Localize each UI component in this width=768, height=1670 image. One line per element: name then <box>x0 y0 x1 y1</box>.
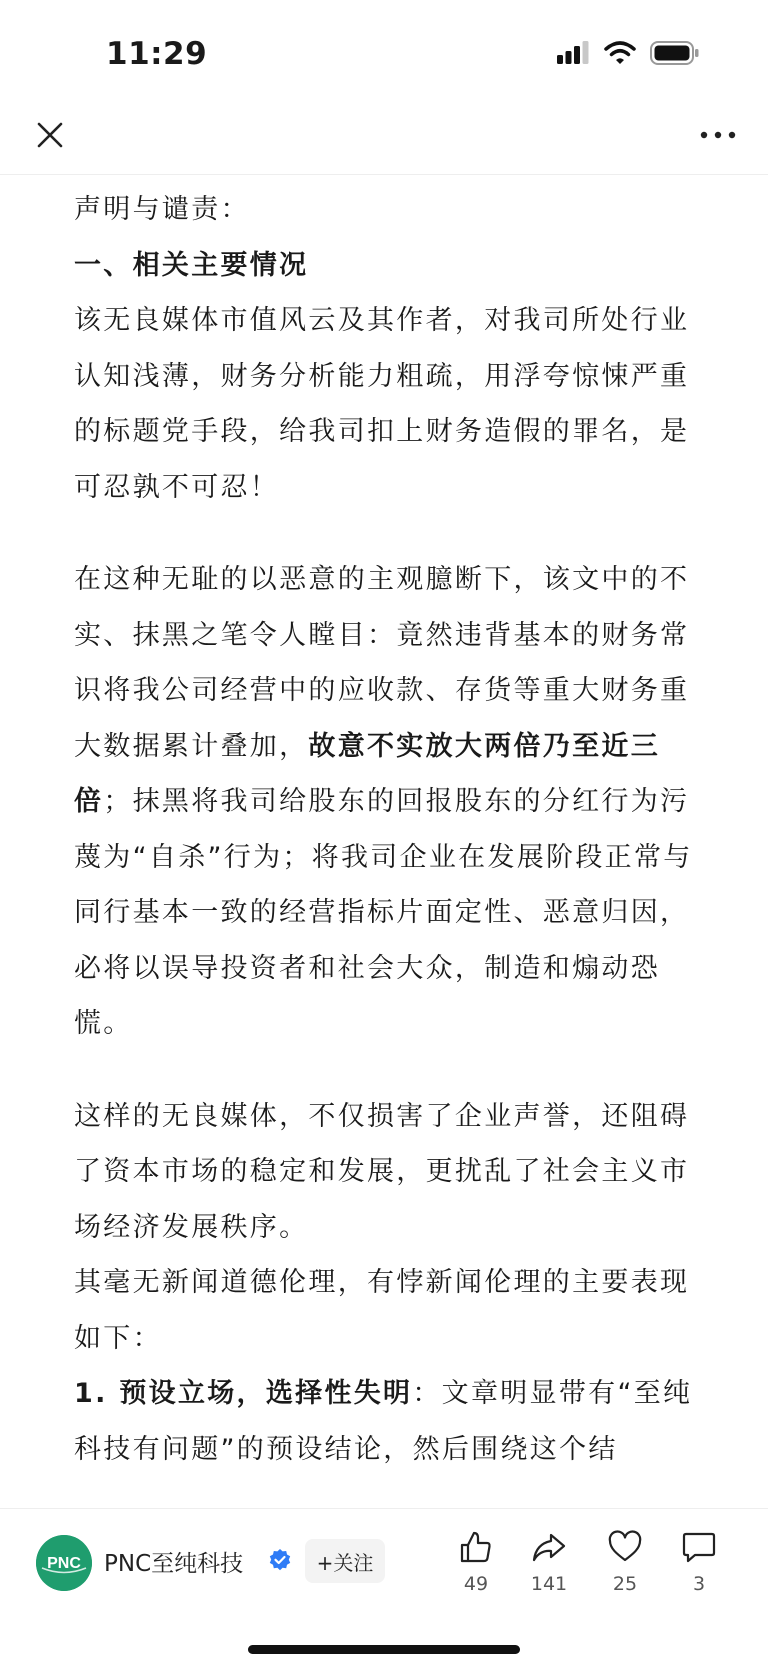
comment-count: 3 <box>692 1573 706 1595</box>
section-heading-text: 一、相关主要情况 <box>74 249 309 281</box>
article-body <box>74 182 699 1477</box>
paragraph-accusations-part-1: 在这种无耻的以恶意的主观臆断下，该文中的不实、抹黑之笔令人瞠目：竟然违背基本的财务常识将我公司经营中的应收款、存货等重大财务重大数据累计叠加， <box>74 564 690 762</box>
statement-heading: 声明与谴责： <box>74 194 250 225</box>
paragraph-damage: 这样的无良媒体，不仅损害了企业声誉，还阻碍了资本市场的稳定和发展，更扰乱了社会主义市场经济发展秩序。 <box>74 1100 690 1243</box>
status-icons <box>556 40 700 66</box>
close-icon <box>30 115 70 155</box>
favorite-count: 25 <box>612 1573 638 1595</box>
cellular-signal-icon <box>556 41 590 65</box>
close-button[interactable] <box>30 115 70 155</box>
heart-icon <box>607 1529 643 1565</box>
paragraph-accusations-part-2: ；抹黑将我司给股东的回报股东的分红行为污蔑为“自杀”行为；将我司企业在发展阶段正常与同行基本一致的经营指标片面定性、恶意归因，必将以误导投资者和社会大众，制造和煽动恐慌。 <box>74 786 693 1039</box>
paragraph-accusations <box>74 552 699 1052</box>
nav-bar <box>0 100 768 175</box>
share-icon <box>531 1529 567 1565</box>
comment-icon <box>681 1529 717 1565</box>
pnc-logo-icon <box>36 1535 92 1591</box>
wifi-icon <box>604 41 636 65</box>
follow-button[interactable]: +关注 <box>305 1539 385 1583</box>
verified-badge-icon <box>268 1548 292 1572</box>
home-indicator <box>248 1645 520 1654</box>
share-button[interactable] <box>519 1529 579 1595</box>
share-count: 141 <box>530 1573 568 1595</box>
like-count: 49 <box>463 1573 489 1595</box>
point-one-text: ：文章明显带有“至纯科技有问题”的预设结论，然后围绕这个结 <box>74 1378 693 1465</box>
status-time: 11:29 <box>106 36 208 72</box>
more-icon <box>696 115 740 155</box>
section-heading <box>74 238 699 294</box>
status-bar <box>0 0 768 100</box>
author-avatar[interactable] <box>36 1535 92 1591</box>
like-button[interactable] <box>446 1529 506 1595</box>
more-options-button[interactable] <box>696 115 740 155</box>
paragraph-accusations-bold: 故意不实放大两倍乃至近三倍 <box>74 730 661 817</box>
point-one <box>74 1366 699 1477</box>
thumbs-up-icon <box>458 1529 494 1565</box>
point-one-title: 1. 预设立场，选择性失明 <box>74 1378 413 1409</box>
comment-button[interactable] <box>669 1529 729 1595</box>
author-name[interactable]: PNC至纯科技 <box>104 1551 244 1577</box>
avatar-text: PNC <box>47 1555 81 1572</box>
paragraph-ethics: 其毫无新闻道德伦理，有悖新闻伦理的主要表现如下： <box>74 1267 690 1354</box>
favorite-button[interactable] <box>595 1529 655 1595</box>
battery-icon <box>650 40 700 66</box>
paragraph-intro: 该无良媒体市值风云及其作者，对我司所处行业认知浅薄，财务分析能力粗疏，用浮夸惊悚严重的标题党手段，给我司扣上财务造假的罪名，是可忍孰不可忍！ <box>74 305 690 503</box>
